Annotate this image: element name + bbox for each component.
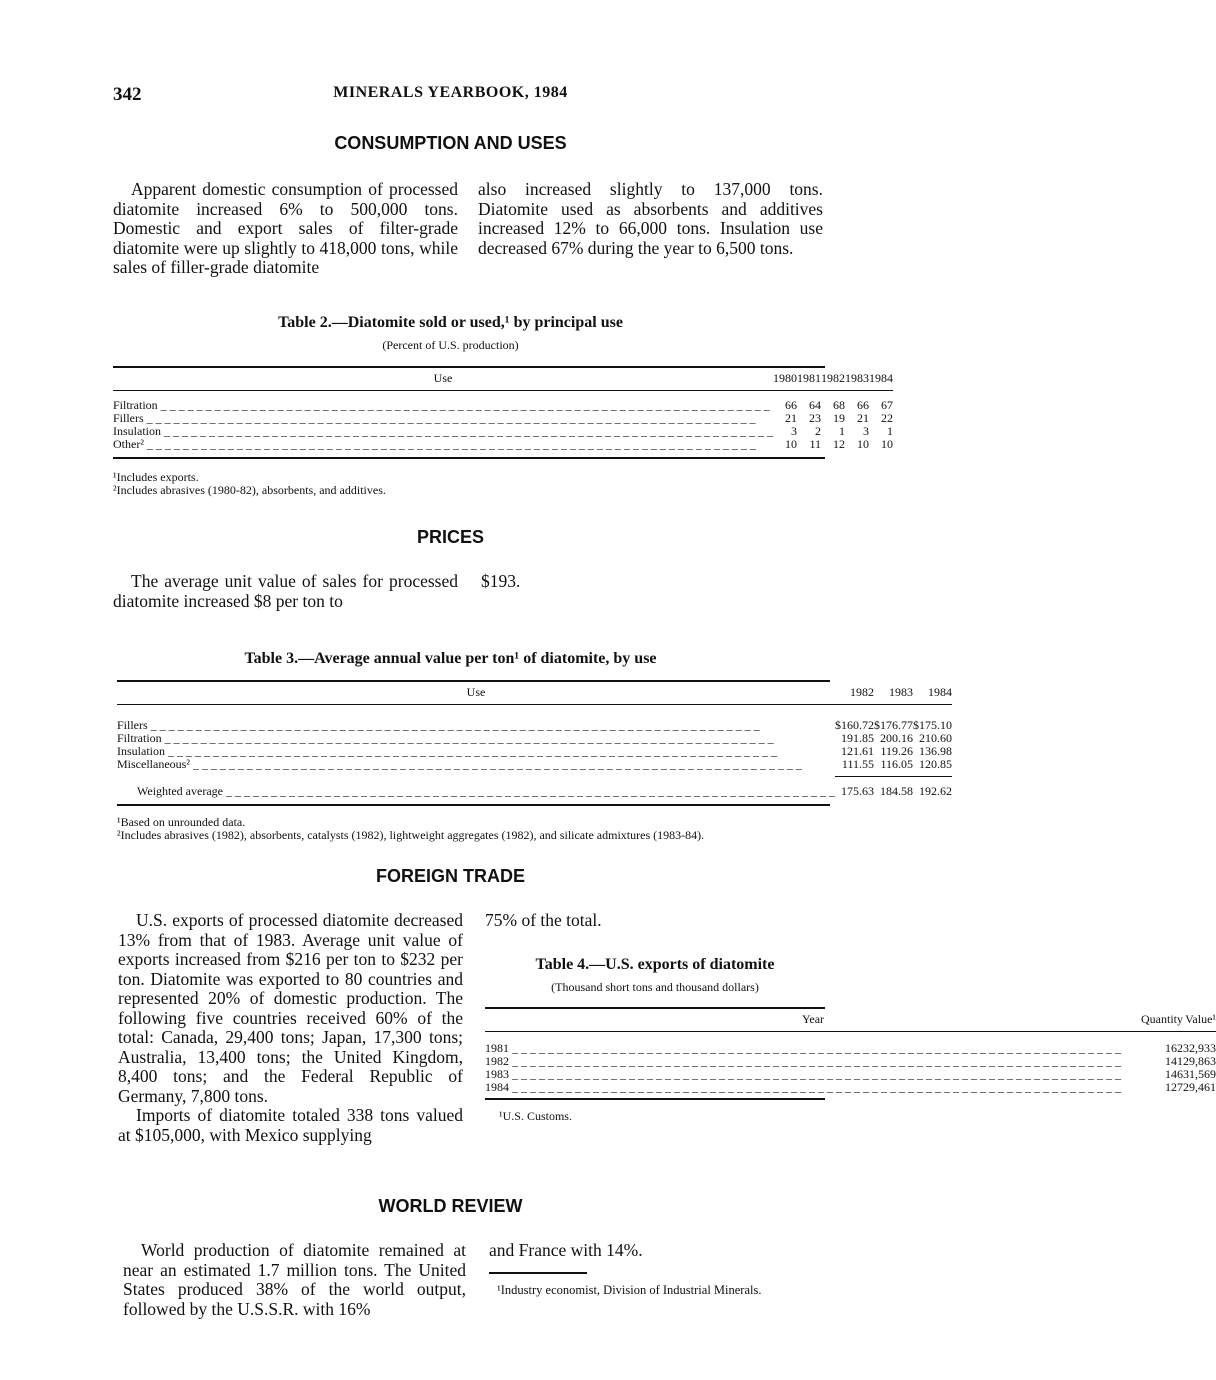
world-review-col1 [123, 1241, 466, 1319]
table2-cell: 19 [833, 410, 845, 425]
table4-subtitle: (Thousand short tons and thousand dollars) [551, 980, 759, 994]
author-footnote: ¹Industry economist, Division of Industrial Minerals. [497, 1283, 762, 1297]
table-row [117, 758, 952, 771]
table2-cell-label: Fillers _ _ _ [113, 412, 773, 425]
running-title: MINERALS YEARBOOK, 1984 [333, 84, 568, 101]
table3-cell-label: Miscellaneous² _ _ _ [117, 758, 835, 771]
table4-cell: 141 [1165, 1053, 1183, 1068]
foreign-trade-paragraph-2: Imports of diatomite totaled 338 tons valued at $105,000, with Mexico supplying [118, 1105, 463, 1145]
table4-footnote: ¹U.S. Customs. [499, 1108, 572, 1123]
table4-cell: 146 [1165, 1066, 1183, 1081]
foreign-trade-col2 [485, 911, 825, 931]
table2-cell: 23 [809, 410, 821, 425]
foreign-trade-col1 [118, 911, 463, 1145]
table3-grid [117, 682, 952, 804]
table4-bottom-rule [485, 1098, 825, 1100]
table-row [113, 399, 893, 412]
table3-cell: 200.16 [880, 730, 913, 745]
table3-header: 1983 [874, 682, 913, 705]
table2-header: 1980 [773, 368, 797, 391]
table3-cell: $160.72 [835, 717, 874, 732]
table3-header: Use [117, 682, 835, 705]
table3-cell: 136.98 [919, 743, 952, 758]
table3-bottom-rule [117, 804, 830, 806]
world-review-col2 [489, 1241, 824, 1261]
table4-header: Quantity [1141, 1009, 1183, 1032]
table2-cell: 3 [791, 423, 797, 438]
table3-header: 1984 [913, 682, 952, 705]
table3-cell: 175.63 [841, 783, 874, 798]
table3-cell-label: Filtration _ _ _ [117, 732, 835, 745]
table-row [117, 745, 952, 758]
table2-cell: 3 [863, 423, 869, 438]
table4-cell-label: 1981 _ _ _ [485, 1042, 1141, 1055]
foreign-trade-paragraph-3: 75% of the total. [485, 910, 602, 930]
consumption-paragraph-2: also increased slightly to 137,000 tons. Diatomite used as absorbents and additives increased 12% to 66,000 tons. Insulation use decreased 67% during the year to 6,500 tons. [478, 179, 823, 258]
prices-col1 [113, 572, 458, 611]
footnote-separator [489, 1272, 587, 1274]
table2-bottom-rule [113, 457, 825, 459]
table2-grid [113, 368, 893, 457]
section-heading-prices: PRICES [416, 527, 485, 547]
table2-footnote: ²Includes abrasives (1980-82), absorbents, and additives. [113, 482, 386, 497]
table2-cell-label: Other² _ _ _ [113, 438, 773, 451]
table2-cell: 2 [815, 423, 821, 438]
table-row [485, 1081, 1216, 1094]
table2-header: 1982 [821, 368, 845, 391]
table3-cell: 119.26 [880, 743, 913, 758]
table2-cell: 10 [857, 436, 869, 451]
table2-header: 1983 [845, 368, 869, 391]
table2-header: 1984 [869, 368, 893, 391]
prices-paragraph-1: The average unit value of sales for processed diatomite increased $8 per ton to [113, 571, 458, 611]
section-heading-world-review: WORLD REVIEW [378, 1196, 523, 1216]
table2-cell: 21 [857, 410, 869, 425]
table4-cell: 162 [1165, 1040, 1183, 1055]
table2-cell: 68 [833, 397, 845, 412]
table3-footnote: ²Includes abrasives (1982), absorbents, catalysts (1982), lightweight aggregates (1982), and silicate admixtures (1983-84). [117, 827, 705, 842]
table-row [485, 1068, 1216, 1081]
table3-cell: $176.77 [874, 717, 913, 732]
consumption-col2 [478, 180, 823, 258]
table-row [113, 412, 893, 425]
world-review-paragraph-1: World production of diatomite remained at near an estimated 1.7 million tons. The United States produced 38% of the world output, followed by the U.S.S.R. with 16% [123, 1240, 466, 1319]
table4-cell-label: 1983 _ _ _ [485, 1068, 1141, 1081]
table2 [113, 366, 893, 497]
table2-subtitle: (Percent of U.S. production) [382, 338, 519, 352]
table2-cell-label: Insulation _ _ _ [113, 425, 773, 438]
table3-cell-label: Weighted average _ _ _ [117, 785, 835, 798]
table4-cell-label: 1982 _ _ _ [485, 1055, 1141, 1068]
section-heading-foreign-trade: FOREIGN TRADE [375, 866, 525, 886]
table4-cell: 29,863 [1183, 1053, 1216, 1068]
table3-cell: 111.55 [841, 756, 874, 771]
table3-header-row [117, 682, 952, 705]
table-row [113, 438, 893, 451]
table2-footnote: ¹Includes exports. [113, 469, 199, 484]
prices-col2 [481, 572, 826, 592]
consumption-paragraph-1: Apparent domestic consumption of processed diatomite increased 6% to 500,000 tons. Domestic and export sales of filter-grade diatomite were up slightly to 418,000 tons, while sales of filler-grade diatomite [113, 179, 458, 277]
section-heading-consumption: CONSUMPTION AND USES [334, 133, 567, 153]
world-review-paragraph-2: and France with 14%. [489, 1240, 643, 1260]
table4-cell: 127 [1165, 1079, 1183, 1094]
table4 [485, 1007, 1216, 1123]
table-row [113, 425, 893, 438]
table4-header-row [485, 1009, 1216, 1032]
table3-cell: 116.05 [880, 756, 913, 771]
table2-cell: 66 [785, 397, 797, 412]
table3-cell: $175.10 [913, 717, 952, 732]
table3-cell-label: Insulation _ _ _ [117, 745, 835, 758]
table4-cell: 31,569 [1183, 1066, 1216, 1081]
table2-cell-label: Filtration _ _ _ [113, 399, 773, 412]
table4-cell: 32,933 [1183, 1040, 1216, 1055]
table4-header: Value¹ [1183, 1009, 1216, 1032]
table3-cell: 191.85 [841, 730, 874, 745]
table2-cell: 64 [809, 397, 821, 412]
table2-cell: 1 [839, 423, 845, 438]
table3-cell: 210.60 [919, 730, 952, 745]
consumption-col1 [113, 180, 458, 278]
table3-title: Table 3.—Average annual value per ton¹ of diatomite, by use [244, 650, 657, 667]
table2-cell: 10 [785, 436, 797, 451]
table2-title: Table 2.—Diatomite sold or used,¹ by principal use [278, 314, 623, 331]
table2-cell: 22 [881, 410, 893, 425]
table2-cell: 12 [833, 436, 845, 451]
table2-header: 1981 [797, 368, 821, 391]
table2-cell: 66 [857, 397, 869, 412]
table3-footnote: ¹Based on unrounded data. [117, 814, 246, 829]
table2-header: Use [113, 368, 773, 391]
page-number: 342 [113, 84, 142, 105]
table2-cell: 67 [881, 397, 893, 412]
table-row [117, 732, 952, 745]
table2-cell: 21 [785, 410, 797, 425]
table-row [485, 1042, 1216, 1055]
table3-cell: 192.62 [919, 783, 952, 798]
table2-cell: 1 [887, 423, 893, 438]
table3-cell: 120.85 [919, 756, 952, 771]
prices-paragraph-2: $193. [481, 571, 521, 591]
table4-cell-label: 1984 _ _ _ [485, 1081, 1141, 1094]
table-row [485, 1055, 1216, 1068]
table3 [117, 680, 952, 842]
table3-cell: 121.61 [841, 743, 874, 758]
table3-header: 1982 [835, 682, 874, 705]
table4-header: Year [485, 1009, 1141, 1032]
table4-grid [485, 1009, 1216, 1098]
table-row [117, 719, 952, 732]
table4-cell: 29,461 [1183, 1079, 1216, 1094]
table3-total-row [117, 785, 952, 798]
table4-title: Table 4.—U.S. exports of diatomite [535, 956, 775, 973]
table2-cell: 10 [881, 436, 893, 451]
table3-cell-label: Fillers _ _ _ [117, 719, 835, 732]
table2-header-row [113, 368, 893, 391]
foreign-trade-paragraph-1: U.S. exports of processed diatomite decreased 13% from that of 1983. Average unit value of exports increased from $216 per ton to $232 per ton. Diatomite was exported to 80 countries and represented 20% of domestic production. The following five countries received 60% of the total: Canada, 29,400 tons; Japan, 17,300 tons; Australia, 13,400 tons; the United Kingdom, 8,400 tons; and the Federal Republic of Germany, 7,800 tons. [118, 910, 463, 1106]
table3-cell: 184.58 [880, 783, 913, 798]
table2-cell: 11 [809, 436, 821, 451]
